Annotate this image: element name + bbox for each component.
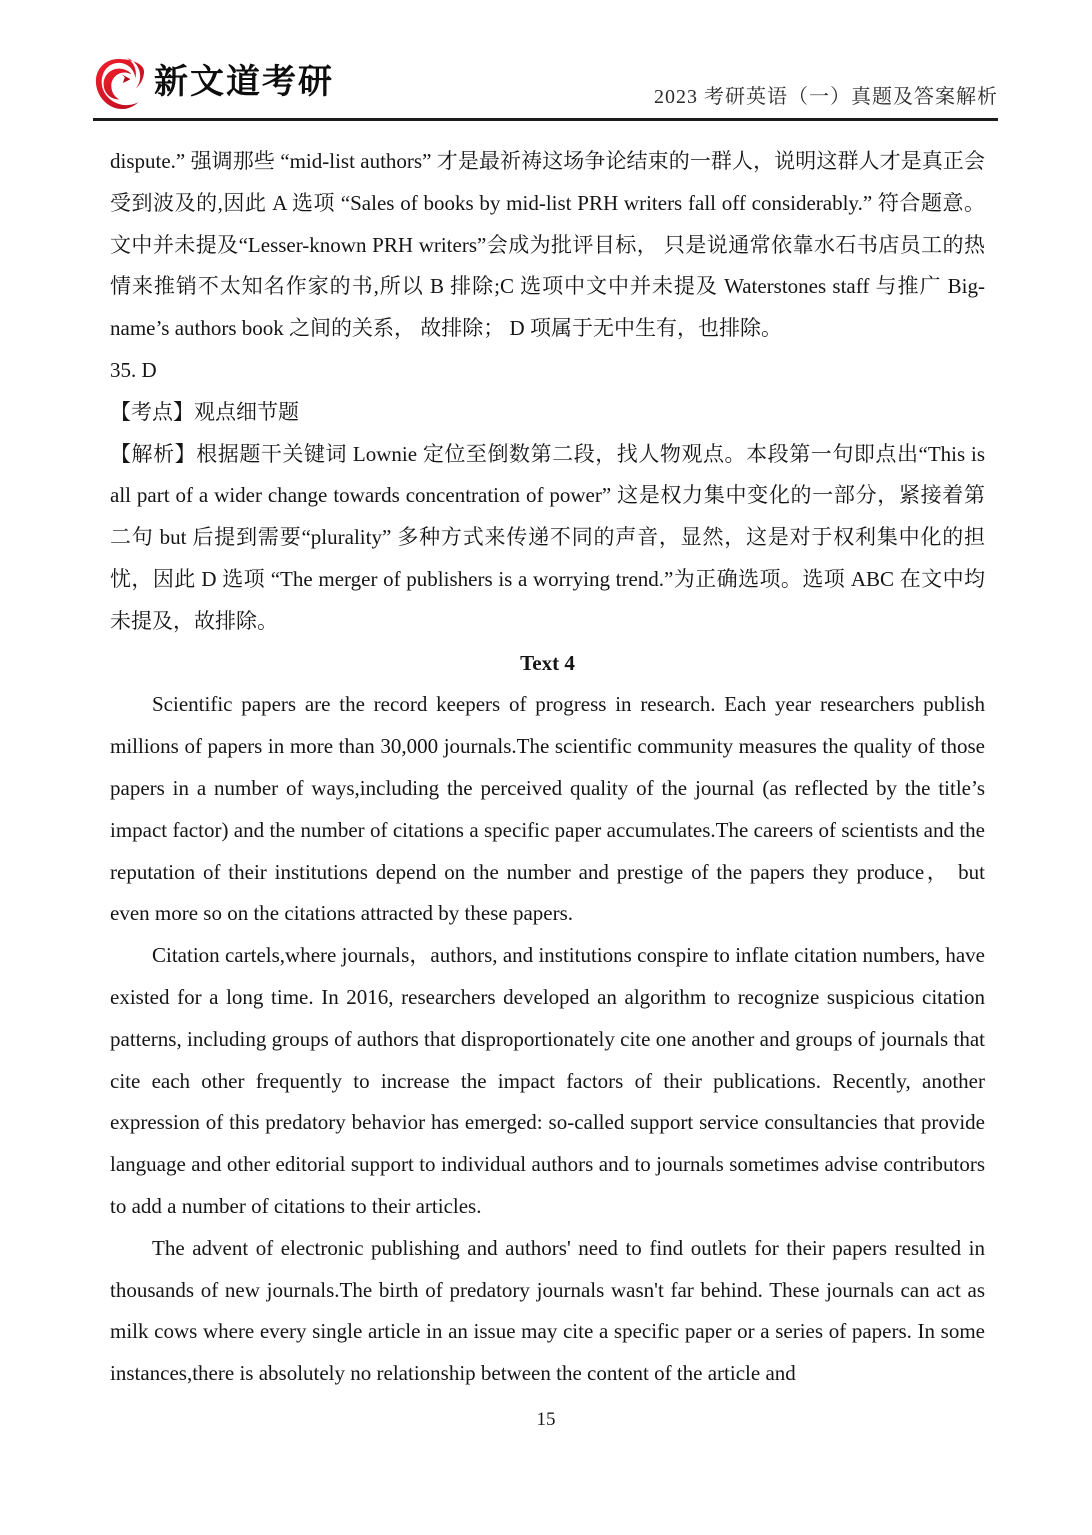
brand-logo	[93, 56, 334, 112]
text4-paragraph-2: Citation cartels,where journals，authors, and institutions conspire to inflate citation numbers, have existed for a long time. In 2016, researchers developed an algorithm to recognize suspicious citation patterns, including groups of authors that disproportionately cite one another and groups of journals that cite each other frequently to increase the impact factors of their publications. Recently, another expression of this predatory behavior has emerged: so-called support service consultancies that provide language and other editorial support to individual authors and to journals sometimes advise contributors to add a number of citations to their articles.	[110, 943, 985, 1218]
answer-continuation-paragraph: dispute.” 强调那些 “mid-list authors” 才是最祈祷这场争论结束的一群人，说明这群人才是真正会受到波及的,因此 A 选项 “Sales of books by mid-list PRH writers fall off considerably.” 符合题意。 文中并未提及“Lesser-known PRH writers”会成为批评目标， 只是说通常依靠水石书店员工的热情来推销不太知名作家的书,所以 B 排除;C 选项中文中并未提及 Waterstones staff 与推广 Big-name’s authors book 之间的关系， 故排除； D 项属于无中生有，也排除。	[110, 149, 985, 341]
question-35-exam-point: 【考点】观点细节题	[110, 399, 299, 424]
text4-heading: Text 4	[520, 650, 575, 675]
document-body	[110, 141, 985, 1395]
text4-paragraph-1: Scientific papers are the record keepers of progress in research. Each year researchers publish millions of papers in more than 30,000 journals.The scientific community measures the quality of those papers in a number of ways,including the perceived quality of the journal (as reflected by the title’s impact factor) and the number of citations a specific paper accumulates.The careers of scientists and the reputation of their institutions depend on the number and prestige of the papers they produce， but even more so on the citations attracted by these papers.	[110, 692, 985, 926]
document-title: 2023 考研英语（一）真题及答案解析	[654, 86, 998, 108]
document-page	[0, 56, 1092, 1535]
text4-paragraph-3: The advent of electronic publishing and authors' need to find outlets for their papers resulted in thousands of new journals.The birth of predatory journals wasn't far behind. These journals can act as milk cows where every single article in an issue may cite a specific paper or a series of papers. In some instances,there is absolutely no relationship between the content of the article and	[110, 1235, 985, 1386]
question-35-analysis: 【解析】根据题干关键词 Lownie 定位至倒数第二段，找人物观点。本段第一句即点出“This is all part of a wider change towards concentration of power” 这是权力集中变化的一部分，紧接着第二句 but 后提到需要“plurality” 多种方式来传递不同的声音，显然，这是对于权利集中化的担忧，因此 D 选项 “The merger of publishers is a worrying trend.”为正确选项。选项 ABC 在文中均未提及，故排除。	[110, 441, 985, 633]
phoenix-logo-icon	[93, 56, 145, 112]
question-35-answer: 35. D	[110, 357, 157, 382]
page-number: 15	[536, 1408, 556, 1430]
page-header	[93, 56, 998, 121]
brand-logo-text: 新文道考研	[154, 63, 334, 101]
